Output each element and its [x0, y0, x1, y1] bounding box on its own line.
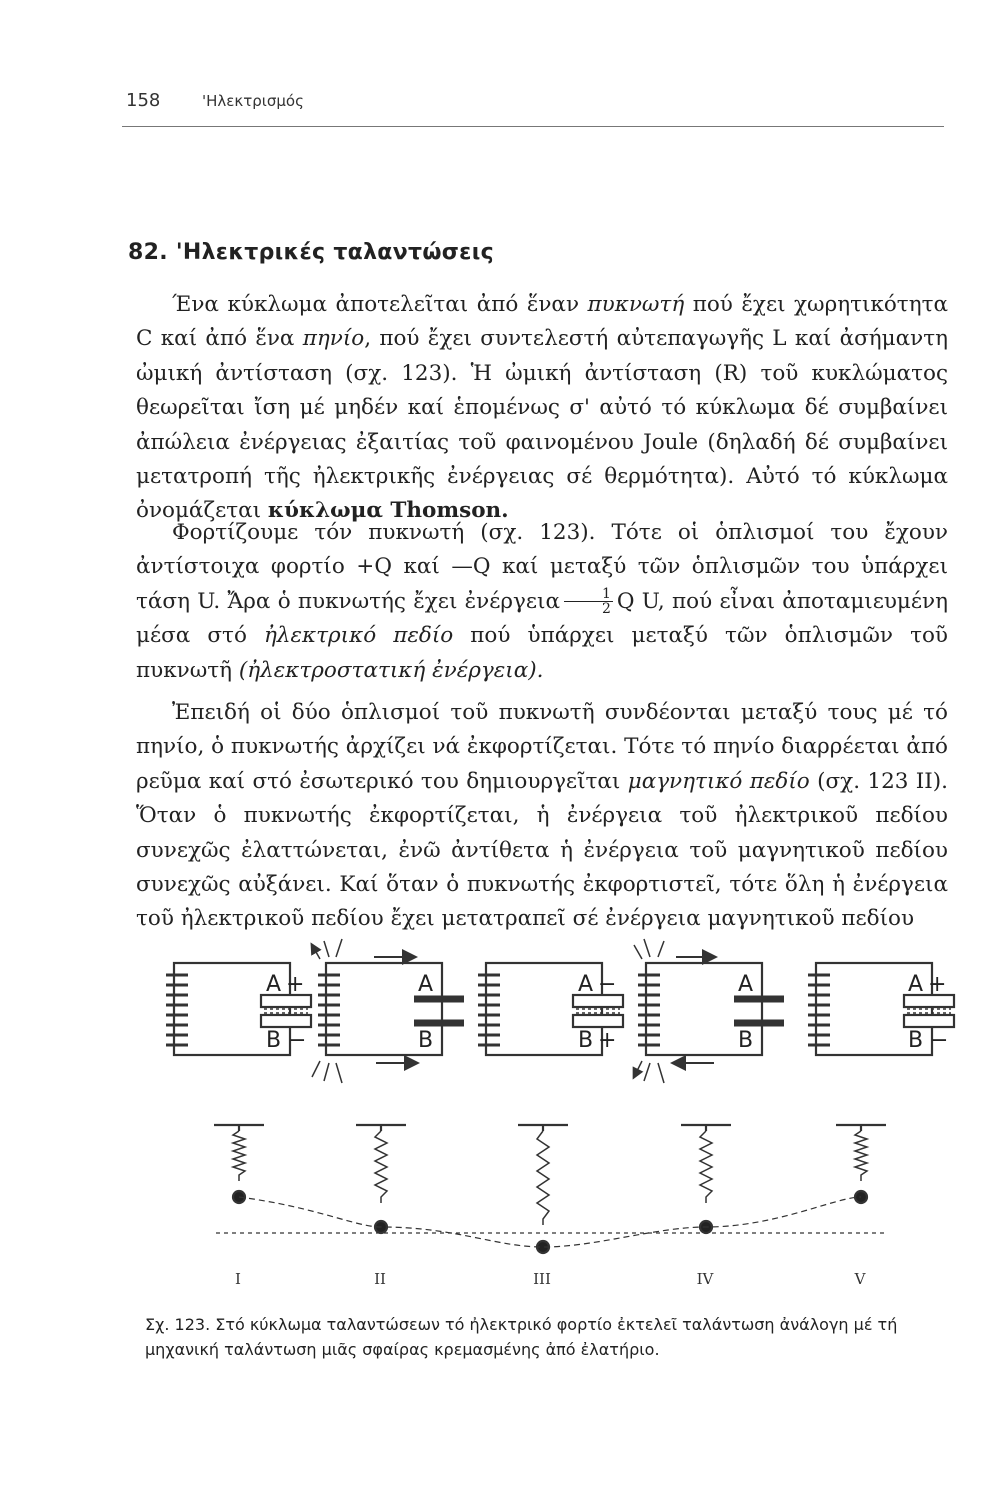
paragraph-1: Ένα κύκλωμα ἀποτελεῖται ἀπό ἕναν πυκνωτή πού ἔχει χωρητικότητα C καί ἀπό ἕνα πηνίο, πού ἔχει συντελεστή αὐτεπαγωγῆς L καί ἀσήμαντη ὠμική ἀντίσταση (σχ. 123). Ἡ ὠμική ἀντίσταση (R) τοῦ κυκλώματος θεωρεῖται ἴση μέ μηδέν καί ἑπομένως σ' αὐτό τό κύκλωμα δέ συμβαίνει ἀπώλεια ἐνέργειας ἐξαιτίας τοῦ φαινομένου Joule (δηλαδή δέ συμβαίνει μετατροπή τῆς ἠλεκτρικῆς ἐνέργειας σέ θερμότητα). Αὐτό τό κύκλωμα ὀνομάζεται κύκλωμα Thomson. — [136, 292, 948, 524]
circuit-4 — [634, 939, 784, 1083]
plus-3: + — [598, 1028, 617, 1053]
label-b-5: B — [908, 1028, 924, 1053]
paragraph-2: Φορτίζουμε τόν πυκνωτή (σχ. 123). Τότε οἱ ὁπλισμοί του ἔχουν ἀντίστοιχα φορτίο +Q καί —Q καί μεταξύ τῶν ὁπλισμῶν του ὑπάρχει τάση U. Ἄρα ὁ πυκνωτής ἔχει ἐνέργεια $\frac{1}{2}$ Q U, πού εἶναι ἀποταμιευμένη μέσα στό ἠλεκτρικό πεδίο πού ὑπάρχει μεταξύ τῶν ὁπλισμῶν τοῦ πυκνωτῆ (ἠλεκτροστατική ἐνέργεια). — [136, 520, 948, 683]
label-b-4: B — [738, 1028, 754, 1053]
label-b-2: B — [418, 1028, 434, 1053]
running-head: 'Ηλεκτρισμός — [202, 92, 304, 110]
circuit-2 — [312, 939, 464, 1083]
stage-label-3: III — [533, 1270, 551, 1288]
minus-5: − — [930, 1028, 949, 1053]
spring-4 — [681, 1125, 731, 1233]
label-a-5: A — [908, 972, 924, 997]
trajectory-curve — [239, 1197, 861, 1247]
label-a-4: A — [738, 972, 754, 997]
paragraph-3: Ἐπειδή οἱ δύο ὁπλισμοί τοῦ πυκνωτῆ συνδέονται μεταξύ τους μέ τό πηνίο, ὁ πυκνωτής ἀρχίζει νά ἐκφορτίζεται. Τότε τό πηνίο διαρρέεται ἀπό ρεῦμα καί στό ἐσωτερικό του δημιουργεῖται μαγνητικό πεδίο (σχ. 123 II). Ὅταν ὁ πυκνωτής ἐκφορτίζεται, ἡ ἐνέργεια τοῦ ἠλεκτρικοῦ πεδίου συνεχῶς ἐλαττώνεται, ἐνῶ ἀντίθετα ἡ ἐνέργεια τοῦ μαγνητικοῦ πεδίου συνεχῶς αὐξάνει. Καί ὅταν ὁ πυκνωτής ἐκφορτιστεῖ, τότε ὅλη ἡ ἐνέργεια τοῦ ἠλεκτρικοῦ πεδίου ἔχει μετατραπεῖ σέ ἐνέργεια μαγνητικοῦ πεδίου — [136, 700, 948, 932]
label-b-1: B — [266, 1028, 282, 1053]
figure-caption: Σχ. 123. Στό κύκλωμα ταλαντώσεων τό ἠλεκτρικό φορτίο ἐκτελεῖ ταλάντωση ἀνάλογη μέ τή μηχανική ταλάντωση μιᾶς σφαίρας κρεμασμένης ἀπό ἐλατήριο. — [145, 1315, 898, 1359]
stage-label-5: V — [854, 1270, 866, 1288]
stage-label-4: IV — [696, 1270, 714, 1288]
figure-123 — [136, 935, 956, 1255]
thomson-term: κύκλωμα Thomson. — [267, 498, 509, 524]
section-title: 82. 'Ηλεκτρικές ταλαντώσεις — [128, 240, 494, 265]
stage-label-2: II — [374, 1270, 386, 1288]
spring-1 — [214, 1125, 264, 1203]
plus-1: + — [286, 972, 305, 997]
label-a-1: A — [266, 972, 282, 997]
label-a-3: A — [578, 972, 594, 997]
minus-1: − — [288, 1028, 307, 1053]
plus-5: + — [928, 972, 947, 997]
oscillation-diagram — [136, 935, 956, 1255]
label-a-2: A — [418, 972, 434, 997]
spring-5 — [836, 1125, 886, 1203]
spring-2 — [356, 1125, 406, 1233]
label-b-3: B — [578, 1028, 594, 1053]
minus-3: − — [598, 972, 617, 997]
spring-3 — [518, 1125, 568, 1253]
page-header — [122, 86, 944, 127]
stage-label-1: I — [235, 1270, 241, 1288]
half-fraction: $\frac{1}{2}$ — [564, 587, 613, 616]
page-number: 158 — [126, 90, 161, 111]
